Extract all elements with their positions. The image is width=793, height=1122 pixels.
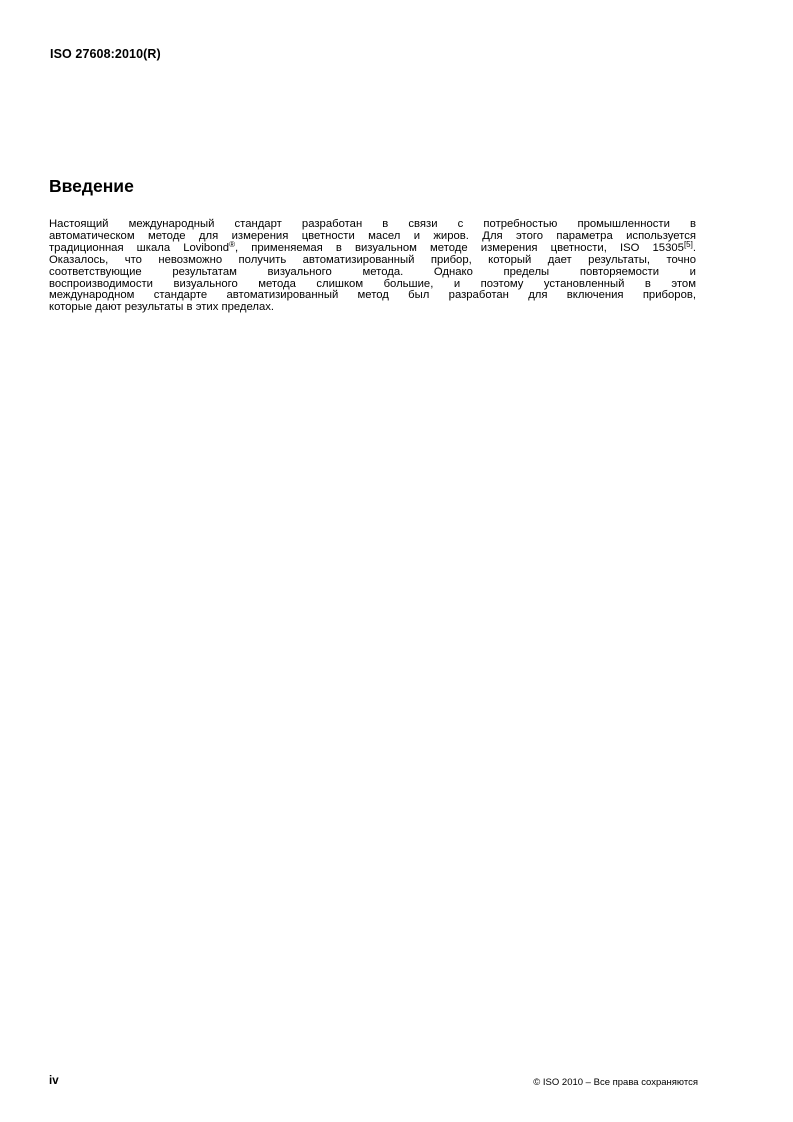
reference-citation: [5] xyxy=(683,239,693,249)
document-id-header: ISO 27608:2010(R) xyxy=(50,47,161,61)
copyright-notice: © ISO 2010 – Все права сохраняются xyxy=(533,1077,698,1088)
paragraph-line: Оказалось, что невозможно получить автоматизированный прибор, который дает результаты, точно xyxy=(49,253,696,266)
paragraph-text: . xyxy=(692,241,696,254)
paragraph-line: воспроизводимости визуального метода слишком большие, и поэтому установленный в этом xyxy=(49,277,696,290)
introduction-paragraph xyxy=(49,219,696,314)
paragraph-line: Настоящий международный стандарт разработан в связи с потребностью промышленности в xyxy=(49,218,696,230)
paragraph-line: которые дают результаты в этих пределах. xyxy=(49,301,275,314)
paragraph-text: традиционная шкала Lovibond xyxy=(49,241,230,254)
page-number: iv xyxy=(49,1075,59,1087)
paragraph-line xyxy=(49,239,696,255)
paragraph-line: международном стандарте автоматизированный метод был разработан для включения приборов, xyxy=(49,289,696,302)
paragraph-text: , применяемая в визуальном методе измерения цветности, ISO 15305 xyxy=(234,241,684,254)
paragraph-line: автоматическом методе для измерения цветности масел и жиров. Для этого параметра используется xyxy=(49,229,696,242)
registered-mark: ® xyxy=(229,239,235,249)
paragraph-line: соответствующие результатам визуального метода. Однако пределы повторяемости и xyxy=(49,265,696,278)
introduction-title: Введение xyxy=(49,176,134,196)
